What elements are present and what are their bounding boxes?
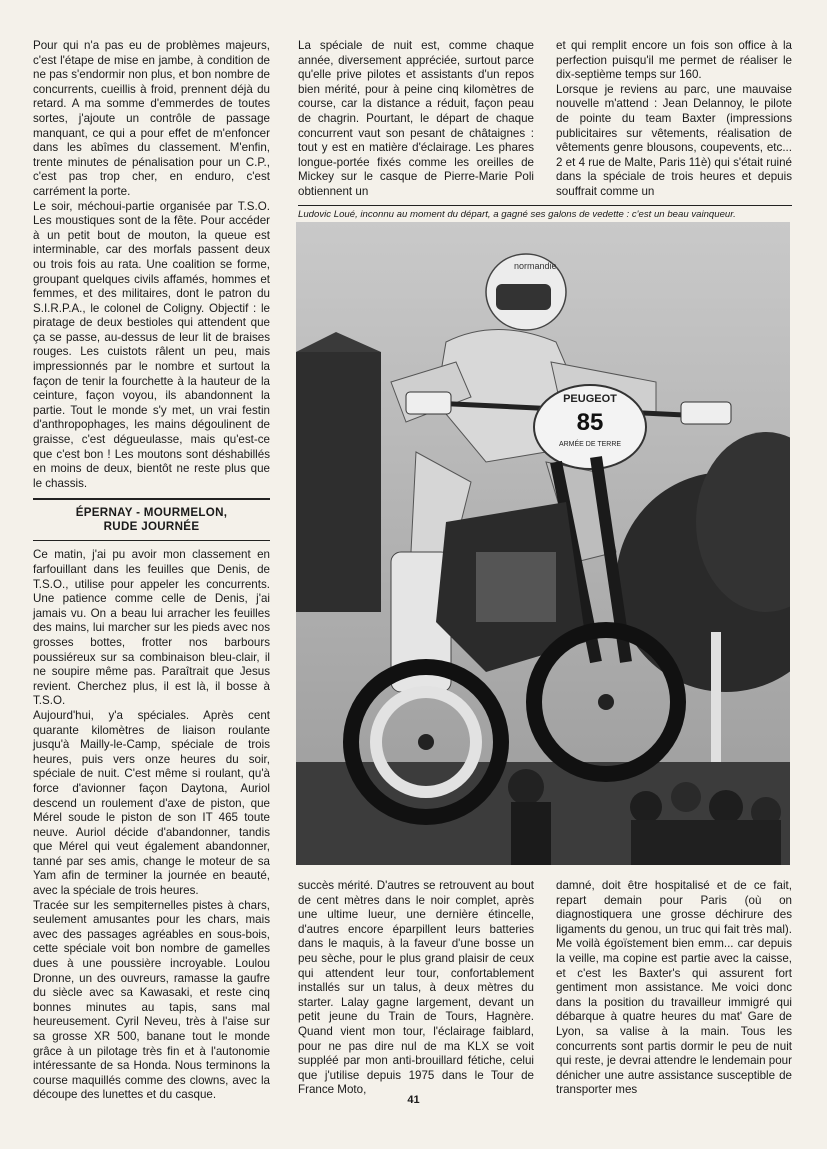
motocross-photo bbox=[296, 222, 790, 865]
paragraph: Aujourd'hui, y'a spéciales. Après cent quarante kilomètres de liaison roulante jusqu'à Mailly-le-Camp, spéciale de trois heures, puis vers onze heures du soir, spéciale de nuit. C'est même si roulant, qu'à force d'avionner façon Daytona, Auriol descend un roulement d'axe de piston, que Mérel soude le piston de son IT 465 toute neuve. Auriol décide d'abandonner, tandis que Mérel qui veut également abandonner, tanné par ses amis, change le moteur de sa Yam afin de terminer la journée en beauté, avec la spéciale de trois heures. bbox=[33, 708, 270, 898]
article-column-1 bbox=[33, 39, 270, 1103]
paragraph: et qui remplit encore un fois son office à la perfection puisqu'il me permet de réaliser le dix-septième temps sur 160. bbox=[556, 39, 792, 82]
helmet-text: normandie bbox=[514, 261, 557, 271]
article-column-2-bottom bbox=[298, 879, 534, 1098]
plate-text: ARMÉE DE TERRE bbox=[558, 441, 622, 448]
paragraph: La spéciale de nuit est, comme chaque année, diversement appréciée, surtout parce qu'elle prive pilotes et assistants d'un repos bien mérité, pour à peine cinq kilomètres de course, car la distance a réduit, façon peau de chagrin. Pourtant, le départ de chaque concurrent vaut son pesant de châtaignes : tout y est en matière d'éclairage. Les phares longue-portée fixés comme les oreilles de Mickey sur le casque de Pierre-Marie Poli obtiennent un bbox=[298, 39, 534, 198]
section-heading-line: ÉPERNAY - MOURMELON, bbox=[75, 506, 228, 520]
page-number: 41 bbox=[407, 1094, 420, 1106]
section-heading bbox=[33, 498, 270, 541]
plate-number: 85 bbox=[576, 409, 604, 436]
paragraph: Lorsque je reviens au parc, une mauvaise nouvelle m'attend : Jean Delannoy, le pilote de pointe du team Baxter (impressions publicitaires sur vêtements, réalisation de vêtements genre blousons, coupevents, etc... 2 et 4 rue de Malte, Paris 11è) qui s'était ruiné dans la spéciale de trois heures et depuis souffrait comme un bbox=[556, 82, 792, 198]
paragraph: Pour qui n'a pas eu de problèmes majeurs, c'est l'étape de mise en jambe, à condition de ne pas s'endormir non plus, et bon nombre de concurrents, cueillis à froid, prennent déjà du retard. A ma somme d'emmerdes de toutes sortes, j'ajoute un contrôle de passage manquant, ce qui a pour effet de m'enfoncer dans les abîmes du classement. M'enfin, trente minutes de pénalisation pour un C.P., c'est pas trop cher, en enduro, c'est carrément la porte. bbox=[33, 39, 270, 198]
section-heading-line: RUDE JOURNÉE bbox=[103, 520, 200, 534]
paragraph: damné, doit être hospitalisé et de ce fait, repart demain pour Paris (où on diagnostiquera une grosse déchirure des ligaments du genou, un truc qui fait très mal). Me voilà égoïstement bien emm... car depuis la veille, ma copine est partie avec la caisse, et c'est les Baxter's qui assurent fort gentiment mon assistance. Me voici donc dans la position du travailleur immigré qui débarque à quatre heures du mat' Gare de Lyon, sa valise à la main. Tous les concurrents sont partis dormir le peu de nuit qui reste, je devrai attendre le lendemain pour dénicher une autre assistance susceptible de transporter mes bbox=[556, 879, 792, 1097]
article-column-2-top bbox=[298, 39, 534, 200]
article-column-3-bottom bbox=[556, 879, 792, 1098]
article-column-3-top bbox=[556, 39, 792, 200]
photo-caption: Ludovic Loué, inconnu au moment du départ, a gagné ses galons de vedette : c'est un beau vainqueur. bbox=[298, 205, 792, 221]
paragraph: succès mérité. D'autres se retrouvent au bout de cent mètres dans le noir complet, après une ultime lueur, une dernière étincelle, d'autres encore éparpillent leurs batteries dans le maquis, à la faveur d'une bosse un peu sèche, pour le plus grand plaisir de ceux qui attendent leur tour, confortablement installés sur un talus, à deux mètres du starter. Lalay gagne largement, devant un petit jeune du Train de Tours, Hagnère. Quand vient mon tour, l'éclairage faiblard, pour ne pas dire nul de ma KLX se voit suppléé par mon anti-brouillard fétiche, celui que j'utilise depuis 1975 dans le Tour de France Moto, bbox=[298, 879, 534, 1097]
plate-brand: PEUGEOT bbox=[563, 393, 617, 405]
paragraph: Le soir, méchoui-partie organisée par T.S.O. Les moustiques sont de la fête. Pour accéder à un petit bout de mouton, la queue est interminable, car des morfals passent deux ou trois fois au rata. Une coalition se forme, groupant quelques civils affamés, hommes et femmes, et des militaires, dont le patron du S.I.R.P.A., le colonel de Coligny. Objectif : le piratage de deux bestioles qui attendent que ça se passe, au-dessus de leur lit de braises rouges. Les cuistots râlent un peu, mais impressionnés par le nombre et surtout la façon de tenir la fourchette à la hauteur de la ceinture, façon voyou, ils abandonnent la partie. Tout le monde s'y met, un vrai festin d'anthropophages, les mains dégoulinent de graisse, c'est dégueulasse, mais qu'est-ce que c'est bon ! Les moutons sont déshabillés en moins de deux, bientôt ne reste plus que le chassis. bbox=[33, 199, 270, 490]
paragraph: Tracée sur les sempiternelles pistes à chars, seulement amusantes pour les chars, mais avec des passages agréables en sous-bois, cette spéciale voit bon nombre de gamelles dues à une poussière incroyable. Loulou Dronne, un des ouvreurs, ramasse la gaufre du siècle avec sa Kawasaki, et reste cinq bonnes minutes au tapis, sans mal heureusement. Cyril Neveu, très à l'aise sur sa grosse XR 500, banane tout le monde grâce à un pilotage très fin et à l'autonomie intéressante de sa Honda. Nous terminons la course maquillés comme des clowns, avec la découpe des lunettes et du casque. bbox=[33, 898, 270, 1102]
paragraph: Ce matin, j'ai pu avoir mon classement en farfouillant dans les feuilles que Denis, de T.S.O., utilise pour appeler les concurrents. Une patience comme celle de Denis, j'ai jamais vu. On a beau lui arracher les feuilles des mains, lui marcher sur les pieds avec nos grosses bottes, frotter nos barbours poussiéreux sur sa combinaison bleu-clair, il ne soupire même pas. Paraîtrait que Jesus revient. Cherchez plus, il est là, il bosse à T.S.O. bbox=[33, 548, 270, 708]
